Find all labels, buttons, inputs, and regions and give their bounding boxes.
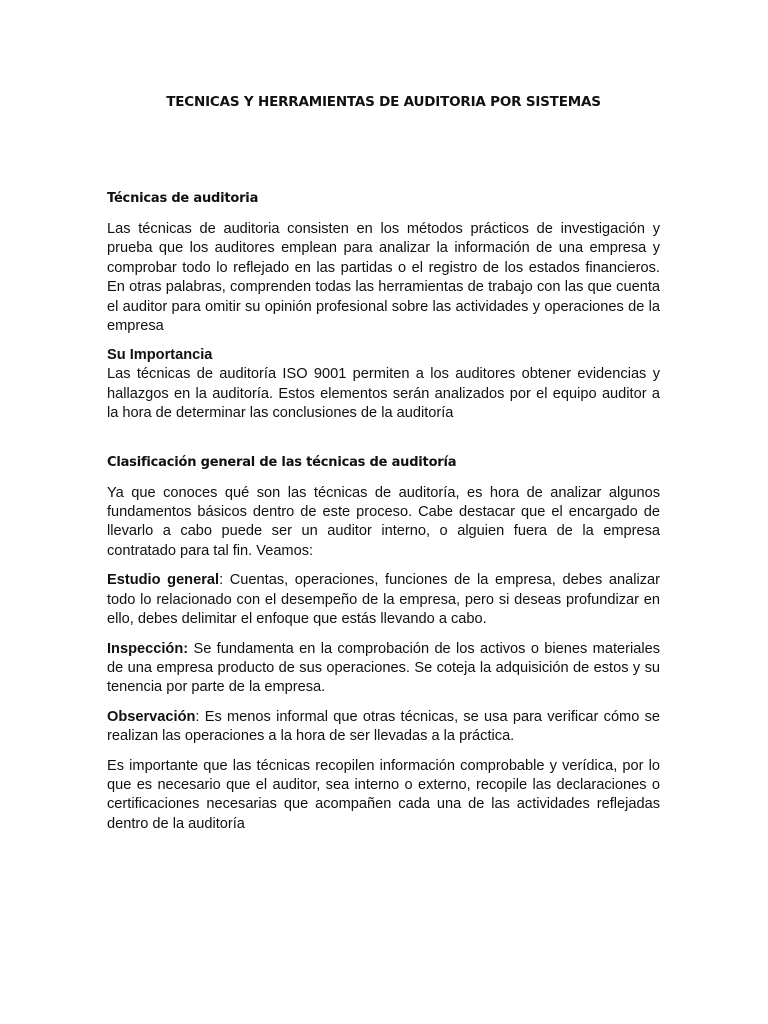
spacer: [107, 630, 660, 640]
paragraph-techniques: Las técnicas de auditoria consisten en los métodos prácticos de investigación y prueba que los auditores emplean para analizar la información de una empresa y comprobar todo lo reflejado en las partidas o el registro de los estados financieros. En otras palabras, comprenden todas las herramientas de trabajo con las que cuenta el auditor para omitir su opinión profesional sobre las actividades y operaciones de la empresa: [107, 221, 660, 335]
paragraph-closing: Es importante que las técnicas recopilen información comprobable y verídica, por lo que es necesario que el auditor, sea interno o externo, recopile las declaraciones o certificaciones necesarias que acompañen cada una de las actividades reflejadas dentro de la auditoría: [107, 757, 660, 832]
spacer: [107, 698, 660, 708]
term-label: Inspección:: [107, 640, 189, 657]
term-label: Observación: [107, 708, 196, 725]
document-body: [107, 190, 660, 834]
term-description: : Cuentas, operaciones, funciones de la empresa, debes analizar todo lo relacionado con el desempeño de la empresa, pero si deseas profundizar en ello, debes delimitar el enfoque que estás llevando a cabo.: [107, 572, 660, 628]
spacer: [107, 424, 660, 454]
paragraph-importance: Las técnicas de auditoría ISO 9001 permiten a los auditores obtener evidencias y hallazgos en la auditoría. Estos elementos serán analizados por el equipo auditor a la hora de determinar las conclusiones de la auditoría: [107, 366, 660, 422]
section-heading-techniques: Técnicas de auditoria: [107, 191, 259, 206]
paragraph-classification-intro: Ya que conoces qué son las técnicas de auditoría, es hora de analizar algunos fundamentos básicos dentro de este proceso. Cabe destacar que el encargado de llevarlo a cabo puede ser un auditor interno, o alguien fuera de la empresa contratado para tal fin. Veamos:: [107, 484, 660, 559]
term-label: Estudio general: [107, 572, 220, 589]
list-item-estudio-general: [107, 571, 660, 629]
term-description: : Es menos informal que otras técnicas, se usa para verificar cómo se realizan las operaciones a la hora de ser llevadas a la práctica.: [107, 708, 660, 745]
list-item-inspeccion: [107, 640, 660, 698]
list-item-observacion: [107, 708, 660, 747]
spacer: [107, 747, 660, 757]
subheading-importance: Su Importancia: [107, 347, 213, 364]
term-description: Se fundamenta en la comprobación de los activos o bienes materiales de una empresa producto de sus operaciones. Se coteja la adquisición de estos y su tenencia por parte de la empresa.: [107, 640, 660, 696]
spacer: [107, 561, 660, 571]
document-title: TECNICAS Y HERRAMIENTAS DE AUDITORIA POR SISTEMAS: [166, 94, 601, 110]
section-heading-classification: Clasificación general de las técnicas de auditoría: [107, 454, 457, 470]
spacer: [107, 336, 660, 346]
